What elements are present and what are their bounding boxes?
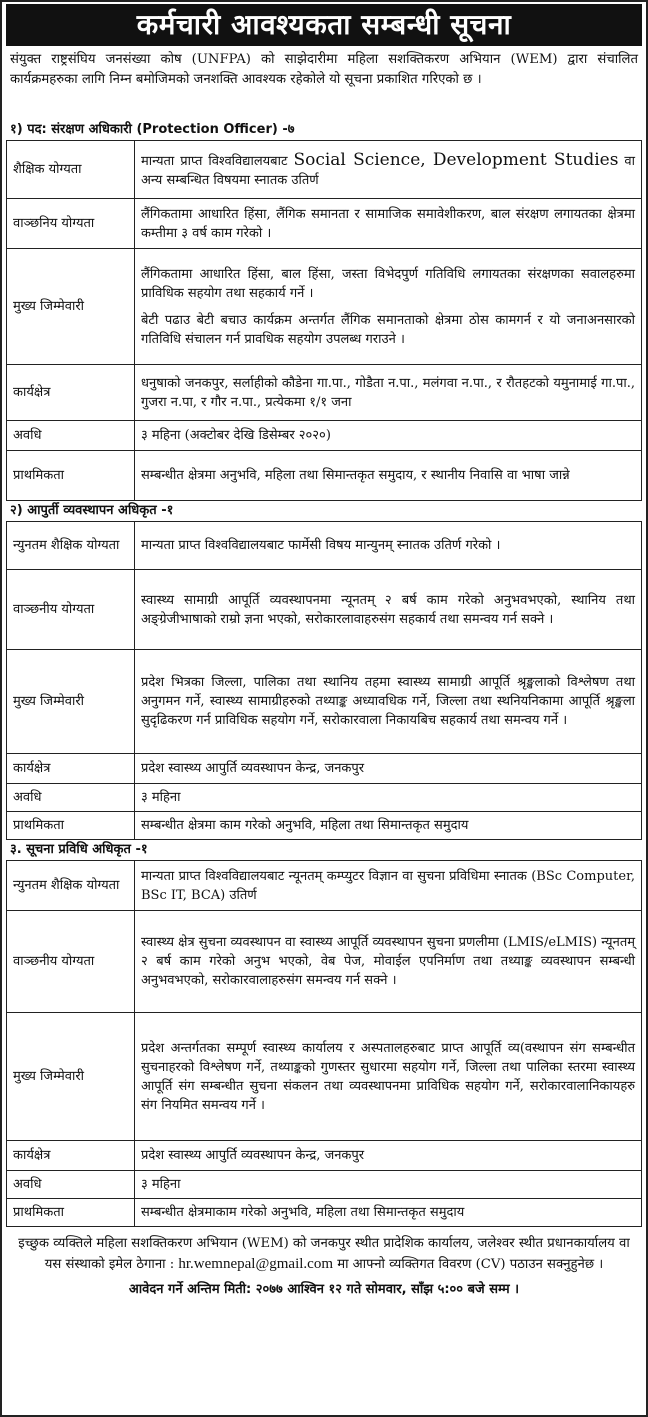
row-value: धनुषाको जनकपुर, सर्लाहीको कौडेना गा.पा., गोडैता न.पा., मलंगवा न.पा., र रौतहटको यमुनामाई गा.पा., गुजरा न.पा, र गौर न.पा., प्रत्येकमा १/१ जना: [135, 365, 642, 421]
row-value: [135, 249, 642, 365]
row-label: प्राथमिकता: [7, 451, 135, 501]
application-instructions: [6, 1227, 642, 1277]
section-title-supply-officer: २) आपुर्ती व्यवस्थापन अधिकृत -१: [10, 503, 174, 518]
table-row: [7, 570, 642, 650]
row-label: कार्यक्षेत्र: [7, 1141, 135, 1171]
table-row: [7, 1013, 642, 1141]
table-row: [7, 1171, 642, 1199]
table-row: [7, 249, 642, 365]
row-label: वाञ्छनिय योग्यता: [7, 199, 135, 249]
table-row: [7, 522, 642, 570]
row-label: कार्यक्षेत्र: [7, 365, 135, 421]
row-value: ३ महिना (अक्टोबर देखि डिसेम्बर २०२०): [135, 421, 642, 451]
row-value: ३ महिना: [135, 1171, 642, 1199]
table-row: [7, 911, 642, 1013]
table-row: [7, 784, 642, 812]
section-table-supply-officer: [6, 521, 642, 840]
row-value: प्रदेश भित्रका जिल्ला, पालिका तथा स्थानिय तहमा स्वास्थ्य सामाग्री आपूर्ति श्रृङ्खलाको विश्लेषण तथा अनुगमन गर्ने, स्वास्थ्य सामाग्रीहरुको तथ्याङ्क अध्यावधिक गर्ने, जिल्ला तथा स्थनियनिकामा आपूर्ति श्रृङ्खला सुदृढिकरण गर्न प्राविधिक सहयोग गर्ने, सरोकारवाला निकायबिच सहकार्य तथा समन्वय गर्ने ।: [135, 650, 642, 754]
table-row: [7, 812, 642, 840]
contact-email: hr.wemnepal@gmail.com: [178, 1256, 333, 1272]
table-row: [7, 365, 642, 421]
instructions-text-tail: मा आफ्नो व्यक्तिगत विवरण (CV) पठाउन सक्नुहुनेछ ।: [333, 1257, 604, 1272]
section-table-protection-officer: [6, 140, 642, 501]
value-paragraph: लैंगिकतामा आधारित हिंसा, बाल हिंसा, जस्ता विभेदपुर्ण गतिविधि लगायतका संरक्षणका सवालहरुमा प्राविधिक सहयोग तथा सहकार्य गर्ने ।: [141, 266, 635, 301]
row-label: वाञ्छनीय योग्यता: [7, 911, 135, 1013]
row-label: अवधि: [7, 1171, 135, 1199]
table-row: [7, 650, 642, 754]
table-row: [7, 1199, 642, 1227]
row-value: लैंगिकतामा आधारित हिंसा, लैंगिक समानता र सामाजिक समावेशीकरण, बाल संरक्षण लगायतका क्षेत्रमा कम्तीमा ३ वर्ष काम गरेको ।: [135, 199, 642, 249]
row-label: न्युनतम शैक्षिक योग्यता: [7, 522, 135, 570]
row-label: मुख्य जिम्मेवारी: [7, 650, 135, 754]
row-value: सम्बन्धीत क्षेत्रमा अनुभवि, महिला तथा सिमान्तकृत समुदाय, र स्थानीय निवासि वा भाषा जान्ने: [135, 451, 642, 501]
row-label: अवधि: [7, 784, 135, 812]
row-value: [135, 141, 642, 199]
row-value: प्रदेश स्वास्थ्य आपुर्ति व्यवस्थापन केन्द्र, जनकपुर: [135, 1141, 642, 1171]
table-row: [7, 421, 642, 451]
row-label: अवधि: [7, 421, 135, 451]
row-value: सम्बन्धीत क्षेत्रमाकाम गरेको अनुभवि, महिला तथा सिमान्तकृत समुदाय: [135, 1199, 642, 1227]
notice-title: कर्मचारी आवश्यकता सम्बन्धी सूचना: [136, 8, 512, 41]
table-row: [7, 199, 642, 249]
row-value: मान्यता प्राप्त विश्वविद्यालयबाट फार्मेसी विषय मान्युनम् स्नातक उतिर्ण गरेको ।: [135, 522, 642, 570]
row-label: मुख्य जिम्मेवारी: [7, 1013, 135, 1141]
row-label: न्युनतम शैक्षिक योग्यता: [7, 861, 135, 911]
table-row: [7, 451, 642, 501]
table-row: [7, 861, 642, 911]
row-value: ३ महिना: [135, 784, 642, 812]
row-value: सम्बन्धीत क्षेत्रमा काम गरेको अनुभवि, महिला तथा सिमान्तकृत समुदाय: [135, 812, 642, 840]
instructions-text: इच्छुक व्यक्तिले महिला सशक्तिकरण अभियान (WEM) को जनकपुर स्थीत प्रादेशिक कार्यालय, जलेश्वर स्थीत प्रधानकार्यालय वा यस संस्थाको इमेल ठेगाना :: [18, 1236, 630, 1272]
table-row: [7, 141, 642, 199]
row-value: स्वास्थ्य क्षेत्र सुचना व्यवस्थापन वा स्वास्थ्य आपूर्ति व्यवस्थापन सुचना प्रणलीमा (LMIS/eLMIS) न्यूनतम् २ बर्ष काम गरेको अनुभ भएको, वेब पेज, मोवाईल एपनिर्माण तथा तथ्याङ्क व्यवस्थापन सम्बन्धी अनुभवभएको, सरोकारवालाहरुसंग समन्वय गर्न सक्ने ।: [135, 911, 642, 1013]
table-row: [7, 754, 642, 784]
section-table-it-officer: [6, 860, 642, 1227]
row-label: शैक्षिक योग्यता: [7, 141, 135, 199]
value-paragraph: बेटी पढाउ बेटी बचाउ कार्यक्रम अन्तर्गत लैंगिक समानताको क्षेत्रमा ठोस कामगर्न र यो जनाअनसारको गतिविधि संचालन गर्न प्रावधिक सहयोग उपलब्ध गराउने ।: [141, 312, 635, 347]
section-title-it-officer: ३. सूचना प्रविधि अधिकृत -१: [10, 842, 148, 857]
value-text-tail: वा अन्य सम्बन्धित विषयमा स्नातक उतिर्ण: [141, 154, 635, 188]
section-title-protection-officer: १) पद: संरक्षण अधिकारी (Protection Officer) -७: [10, 122, 295, 137]
intro-paragraph: संयुक्त राष्ट्रसंघिय जनसंख्या कोष (UNFPA) को साझेदारीमा महिला सशक्तिकरण अभियान (WEM) द्वारा संचालित कार्यक्रमहरुका लागि निम्न बमोजिमको जनशक्ति आवश्यक रहेकोले यो सूचना प्रकाशित गरिएको छ ।: [10, 52, 638, 87]
value-text-en: Social Science, Development Studies: [293, 150, 619, 170]
notice-banner: [6, 4, 642, 46]
row-value: मान्यता प्राप्त विश्वविद्यालयबाट न्यूनतम् कम्प्युटर विज्ञान वा सुचना प्रविधिमा स्नातक (BSc Computer, BSc IT, BCA) उतिर्ण: [135, 861, 642, 911]
application-deadline: आवेदन गर्ने अन्तिम मिती: २०७७ आश्विन १२ गते सोमवार, साँझ ५:०० बजे सम्म ।: [128, 1282, 520, 1297]
row-label: वाञ्छनीय योग्यता: [7, 570, 135, 650]
row-label: कार्यक्षेत्र: [7, 754, 135, 784]
row-value: प्रदेश स्वास्थ्य आपुर्ति व्यवस्थापन केन्द्र, जनकपुर: [135, 754, 642, 784]
row-value: प्रदेश अन्तर्गतका सम्पूर्ण स्वास्थ्य कार्यालय र अस्पतालहरुबाट प्राप्त आपूर्ति व्य(वस्थापन संग सम्बन्धीत सुचनाहरको विश्लेषण गर्ने, तथ्याङ्कको गुणस्तर सुधारमा सहयोग गर्ने, जिल्ला तथा पालिका स्तरमा स्वास्थ्य आपूर्ति संग सम्बन्धीत सुचना संकलन तथा व्यवस्थापनमा प्राविधिक सहयोग गर्ने, सरोकारवालानिकायहरु संग नियमित समन्वय गर्ने ।: [135, 1013, 642, 1141]
row-label: प्राथमिकता: [7, 1199, 135, 1227]
row-value: स्वास्थ्य सामाग्री आपूर्ति व्यवस्थापनमा न्यूनतम् २ बर्ष काम गरेको अनुभवभएको, स्थानिय तथा अङ्ग्रेजीभाषाको राम्रो ज्ञना भएको, सरोकारलावाहरुसंग सहकार्य तथा समन्वय गर्न सक्ने ।: [135, 570, 642, 650]
row-label: प्राथमिकता: [7, 812, 135, 840]
row-label: मुख्य जिम्मेवारी: [7, 249, 135, 365]
table-row: [7, 1141, 642, 1171]
value-text: मान्यता प्राप्त विश्वविद्यालयबाट: [141, 154, 294, 169]
